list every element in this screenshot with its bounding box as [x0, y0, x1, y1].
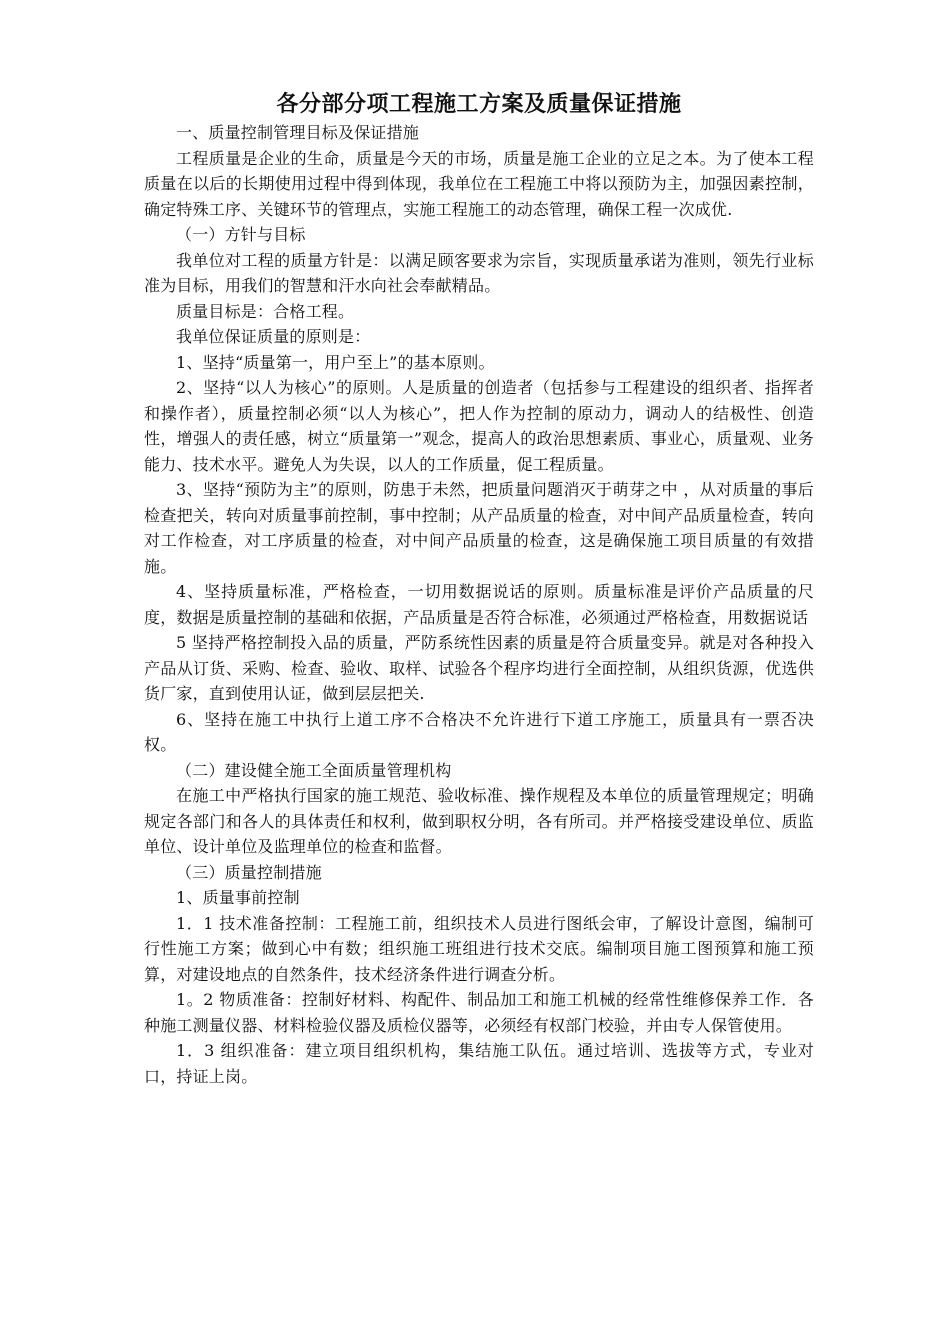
list-item: 5 坚持严格控制投入品的质量，严防系统性因素的质量是符合质量变异。就是对各种投入产品从订货、采购、检查、验收、取样、试验各个程序均进行全面控制，从组织货源，优选供货厂家，直到使用认证，做到层层把关.	[144, 633, 814, 703]
list-item: 3、坚持“预防为主”的原则，防患于未然，把质量问题消灭于萌芽之中 ，从对质量的事后检查把关，转向对质量事前控制，事中控制；从产品质量的检查，对中间产品质量检查，转向对工作检查，对工序质量的检查，对中间产品质量的检查，这是确保施工项目质量的有效措施。	[144, 480, 814, 576]
list-item: 6、坚持在施工中执行上道工序不合格决不允许进行下道工序施工，质量具有一票否决权。	[144, 709, 814, 754]
list-item: 1．3 组织准备：建立项目组织机构，集结施工队伍。通过培训、选拔等方式，专业对口，持证上岗。	[144, 1041, 814, 1086]
list-item: 1．1 技术准备控制：工程施工前，组织技术人员进行图纸会审，了解设计意图，编制可行性施工方案；做到心中有数；组织施工班组进行技术交底。编制项目施工图预算和施工预算，对建设地点的自然条件，技术经济条件进行调查分析。	[144, 913, 814, 984]
paragraph: 在施工中严格执行国家的施工规范、验收标准、操作规程及本单位的质量管理规定；明确规定各部门和各人的具体责任和权利，做到职权分明，各有所司。并严格接受建设单位、质监单位、设计单位及监理单位的检查和监督。	[144, 786, 814, 856]
subsection-heading-policy: （一）方针与目标	[176, 225, 306, 244]
section-heading-1: 一、质量控制管理目标及保证措施	[176, 123, 420, 142]
subsection-heading-measures: （三）质量控制措施	[176, 862, 322, 882]
paragraph: 质量目标是：合格工程。	[176, 301, 355, 321]
document-body	[144, 84, 814, 1089]
list-item: 2、坚持“以人为核心”的原则。人是质量的创造者（包括参与工程建设的组织者、指挥者和操作者），质量控制必须“以人为核心”，把人作为控制的原动力，调动人的结极性、创造性，增强人的责任感，树立“质量第一”观念，提高人的政治思想素质、事业心，质量观、业务能力、技术水平。避免人为失误，以人的工作质量，促工程质量。	[144, 378, 814, 474]
paragraph: 我单位保证质量的原则是：	[176, 327, 371, 346]
list-item: 4、坚持质量标准，严格检查，一切用数据说话的原则。质量标准是评价产品质量的尺度，数据是质量控制的基础和依据，产品质量是否符合标准，必须通过严格检查，用数据说话	[144, 582, 814, 627]
paragraph: 我单位对工程的质量方针是：以满足顾客要求为宗旨，实现质量承诺为准则，领先行业标准为目标，用我们的智慧和汗水向社会奉献精品。	[144, 250, 814, 295]
subsection-heading-organization: （二）建设健全施工全面质量管理机构	[176, 760, 452, 780]
list-item: 1、坚持“质量第一，用户至上”的基本原则。	[176, 352, 495, 372]
paragraph: 工程质量是企业的生命，质量是今天的市场，质量是施工企业的立足之本。为了使本工程质量在以后的长期使用过程中得到体现，我单位在工程施工中将以预防为主，加强因素控制，确定特殊工序、关键环节的管理点，实施工程施工的动态管理，确保工程一次成优.	[144, 148, 814, 219]
list-item: 1、质量事前控制	[176, 888, 300, 907]
document-title: 各分部分项工程施工方案及质量保证措施	[276, 92, 682, 117]
list-item: 1。2 物质准备：控制好材料、构配件、制品加工和施工机械的经常性维修保养工作．各种施工测量仪器、材料检验仪器及质检仪器等，必须经有权部门校验，并由专人保管使用。	[144, 990, 814, 1035]
